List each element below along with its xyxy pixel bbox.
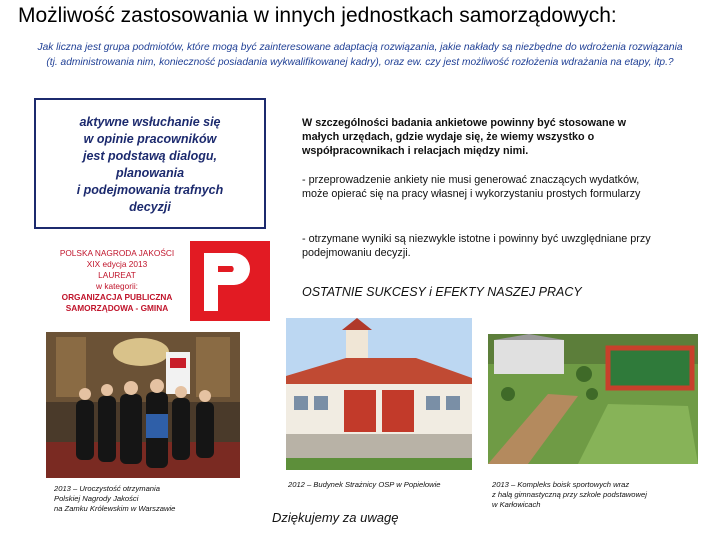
award-text bbox=[44, 248, 190, 314]
award-line: LAUREAT bbox=[98, 270, 136, 280]
award-line: ORGANIZACJA PUBLICZNA bbox=[61, 292, 173, 302]
paragraph-2: - przeprowadzenie ankiety nie musi generować znaczących wydatków, może opierać się na pracy własnej i wykorzystaniu prostych formularzy bbox=[302, 174, 641, 200]
subtitle-line: Jak liczna jest grupa podmiotów, które mogą być zainteresowane adaptacją rozwiązania, jakie nakłady są niezbędne do wdrożenia rozwiązania bbox=[37, 42, 683, 53]
award-line: w kategorii: bbox=[96, 281, 138, 291]
subtitle-line: (tj. administrowania nim, konieczność posiadania wykwalifikowanej kadry), oraz ew. czy jest możliwość rozłożenia wdrażania na etapy, itp.? bbox=[46, 57, 674, 68]
fire-station-photo bbox=[286, 318, 472, 470]
award-line: POLSKA NAGRODA JAKOŚCI bbox=[59, 248, 175, 258]
paragraph-1: W szczególności badania ankietowe powinny być stosowane w małych urzędach, gdzie wydaje się, że wiemy wszystko o współpracownikach i relacjach między nimi. bbox=[302, 117, 626, 157]
fire-station-caption bbox=[288, 480, 441, 490]
paragraph-3: - otrzymane wyniki są niezwykle istotne i powinny być uwzględniane przy podejmowaniu decyzji. bbox=[302, 233, 651, 259]
caption-line: 2013 – Uroczystość otrzymania bbox=[54, 484, 160, 493]
caption-line: z halą gimnastyczną przy szkole podstawowej bbox=[492, 490, 647, 499]
award-line: XIX edycja 2013 bbox=[86, 259, 148, 269]
quote-line: planowania bbox=[115, 166, 185, 180]
sports-caption bbox=[492, 480, 647, 510]
quote-line: jest podstawą dialogu, bbox=[82, 149, 218, 163]
caption-line: 2012 – Budynek Strażnicy OSP w Popielowie bbox=[288, 480, 441, 489]
thanks-text: Dziękujemy za uwagę bbox=[272, 510, 399, 525]
quote-line: i podejmowania trafnych bbox=[76, 183, 224, 197]
caption-line: 2013 – Kompleks boisk sportowych wraz bbox=[492, 480, 630, 489]
ceremony-photo bbox=[46, 332, 240, 478]
quote-line: w opinie pracowników bbox=[83, 132, 217, 146]
subtitle bbox=[6, 40, 714, 70]
quote-box bbox=[34, 98, 266, 229]
ceremony-caption bbox=[54, 484, 175, 514]
quote-text bbox=[36, 114, 264, 216]
caption-line: Polskiej Nagrody Jakości bbox=[54, 494, 139, 503]
quote-line: aktywne wsłuchanie się bbox=[79, 115, 221, 129]
caption-line: na Zamku Królewskim w Warszawie bbox=[54, 504, 176, 513]
p-logo-icon bbox=[190, 241, 270, 321]
caption-line: w Karłowicach bbox=[492, 500, 541, 509]
page-title: Możliwość zastosowania w innych jednostkach samorządowych: bbox=[18, 4, 617, 27]
award-line: SAMORZĄDOWA - GMINA bbox=[65, 303, 169, 313]
sports-complex-photo bbox=[488, 334, 698, 464]
quality-award-logo bbox=[190, 241, 270, 321]
section-heading: OSTATNIE SUKCESY i EFEKTY NASZEJ PRACY bbox=[302, 285, 582, 299]
quote-line: decyzji bbox=[129, 200, 171, 214]
